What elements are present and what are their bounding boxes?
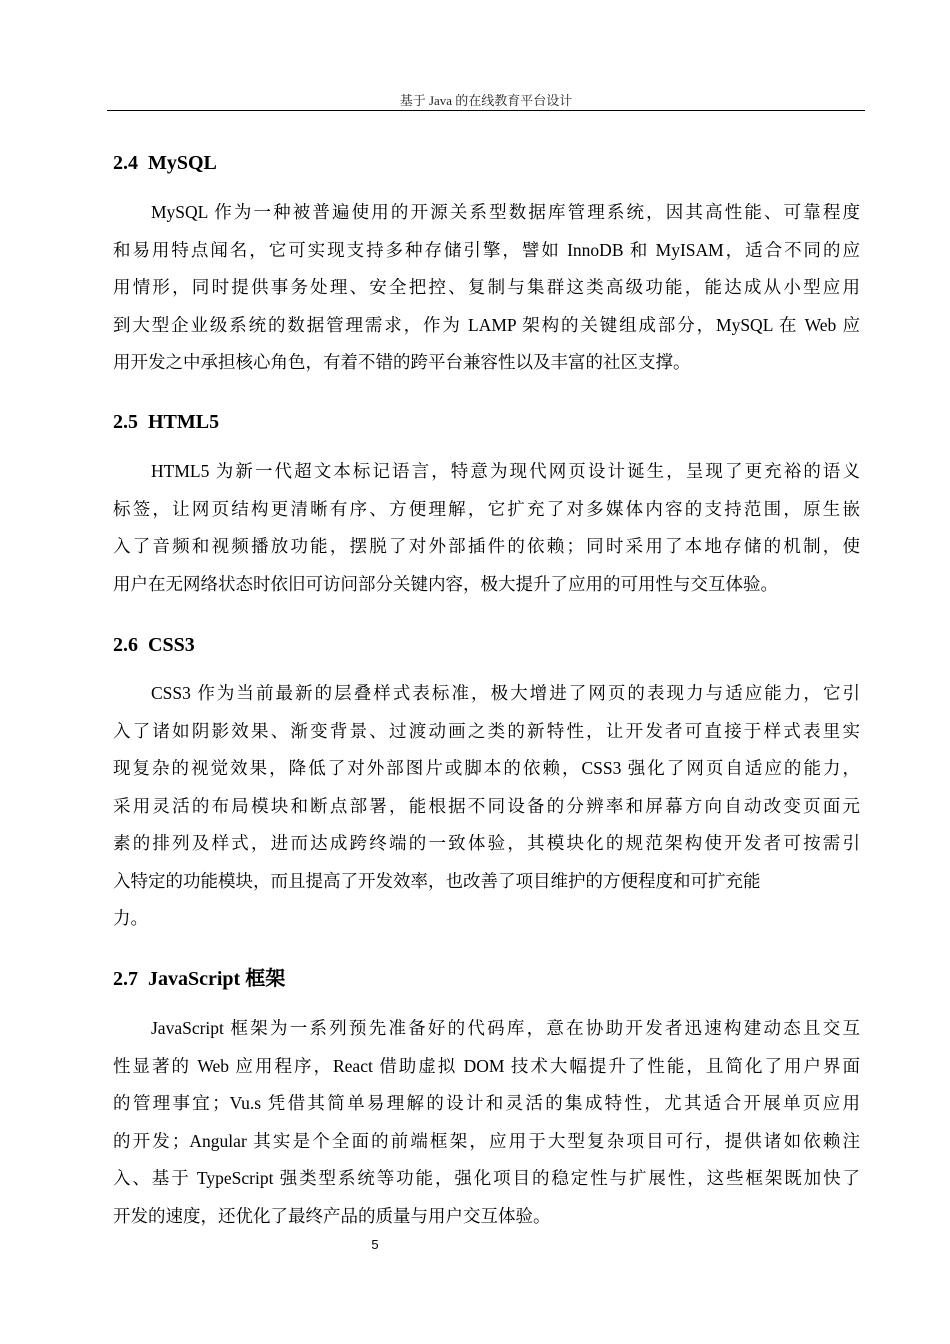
section-title: MySQL [148, 152, 217, 174]
paragraph-line: 到大型企业级系统的数据管理需求，作为 LAMP 架构的关键组成部分，MySQL 在 Web 应 [113, 314, 860, 335]
paragraph-line: 素的排列及样式，进而达成跨终端的一致体验，其模块化的规范架构使开发者可按需引 [113, 833, 860, 853]
paragraph-line: MySQL 作为一种被普遍使用的开源关系型数据库管理系统，因其高性能、可靠程度 [151, 202, 860, 222]
section-heading-mysql [113, 150, 217, 176]
paragraph-line: 用情形，同时提供事务处理、安全把控、复制与集群这类高级功能，能达成从小型应用 [113, 277, 860, 297]
section-paragraph-javascript-frameworks [113, 1010, 860, 1235]
section-number: 2.4 [113, 152, 138, 174]
paragraph-line: 和易用特点闻名，它可实现支持多种存储引擎，譬如 InnoDB 和 MyISAM，适合不同的应 [113, 239, 860, 260]
section-heading-css3 [113, 632, 195, 658]
paragraph-line: HTML5 为新一代超文本标记语言，特意为现代网页设计诞生，呈现了更充裕的语义 [151, 461, 860, 481]
paragraph-line: 入了诸如阴影效果、渐变背景、过渡动画之类的新特性，让开发者可直接于样式表里实 [113, 720, 860, 741]
paragraph-line: 开发的速度，还优化了最终产品的质量与用户交互体验。 [113, 1205, 551, 1226]
paragraph-line: 性显著的 Web 应用程序，React 借助虚拟 DOM 技术大幅提升了性能，且简化了用户界面 [113, 1055, 860, 1076]
paragraph-line: 用户在无网络状态时依旧可访问部分关键内容，极大提升了应用的可用性与交互体验。 [113, 573, 778, 594]
section-number: 2.7 [113, 968, 138, 990]
paragraph-line: 采用灵活的布局模块和断点部署，能根据不同设备的分辨率和屏幕方向自动改变页面元 [113, 795, 860, 816]
section-heading-javascript-frameworks [113, 966, 285, 992]
paragraph-line: 入特定的功能模块，而且提高了开发效率，也改善了项目维护的方便程度和可扩充能 [113, 870, 761, 891]
section-number: 2.6 [113, 634, 138, 656]
paragraph-line: 用开发之中承担核心角色，有着不错的跨平台兼容性以及丰富的社区支撑。 [113, 352, 691, 372]
page-number: 5 [371, 1237, 379, 1252]
paragraph-line: 入了音频和视频播放功能，摆脱了对外部插件的依赖；同时采用了本地存储的机制，使 [113, 536, 860, 556]
paragraph-line: 的开发；Angular 其实是个全面的前端框架，应用于大型复杂项目可行，提供诸如依赖注 [113, 1130, 860, 1151]
section-title: CSS3 [148, 634, 195, 656]
paragraph-line: 现复杂的视觉效果，降低了对外部图片或脚本的依赖，CSS3 强化了网页自适应的能力， [113, 758, 860, 778]
paragraph-line: JavaScript 框架为一系列预先准备好的代码库，意在协助开发者迅速构建动态且交互 [151, 1018, 860, 1038]
header-rule [107, 110, 865, 111]
paragraph-line: 标签，让网页结构更清晰有序、方便理解，它扩充了对多媒体内容的支持范围，原生嵌 [113, 498, 860, 519]
paragraph-line: 的管理事宜；Vu.s 凭借其简单易理解的设计和灵活的集成特性，尤其适合开展单页应用 [113, 1093, 860, 1113]
section-paragraph-css3 [113, 675, 860, 938]
section-number: 2.5 [113, 411, 138, 433]
paragraph-line: 力。 [113, 908, 148, 928]
section-heading-html5 [113, 409, 219, 435]
section-title: JavaScript 框架 [148, 968, 286, 990]
running-header: 基于 Java 的在线教育平台设计 [399, 93, 573, 108]
paragraph-line: CSS3 作为当前最新的层叠样式表标准，极大增进了网页的表现力与适应能力，它引 [151, 683, 860, 703]
paragraph-line: 入、基于 TypeScript 强类型系统等功能，强化项目的稳定性与扩展性，这些框架既加快了 [113, 1168, 860, 1188]
section-paragraph-html5 [113, 453, 860, 603]
section-title: HTML5 [148, 411, 220, 433]
section-paragraph-mysql [113, 194, 860, 382]
